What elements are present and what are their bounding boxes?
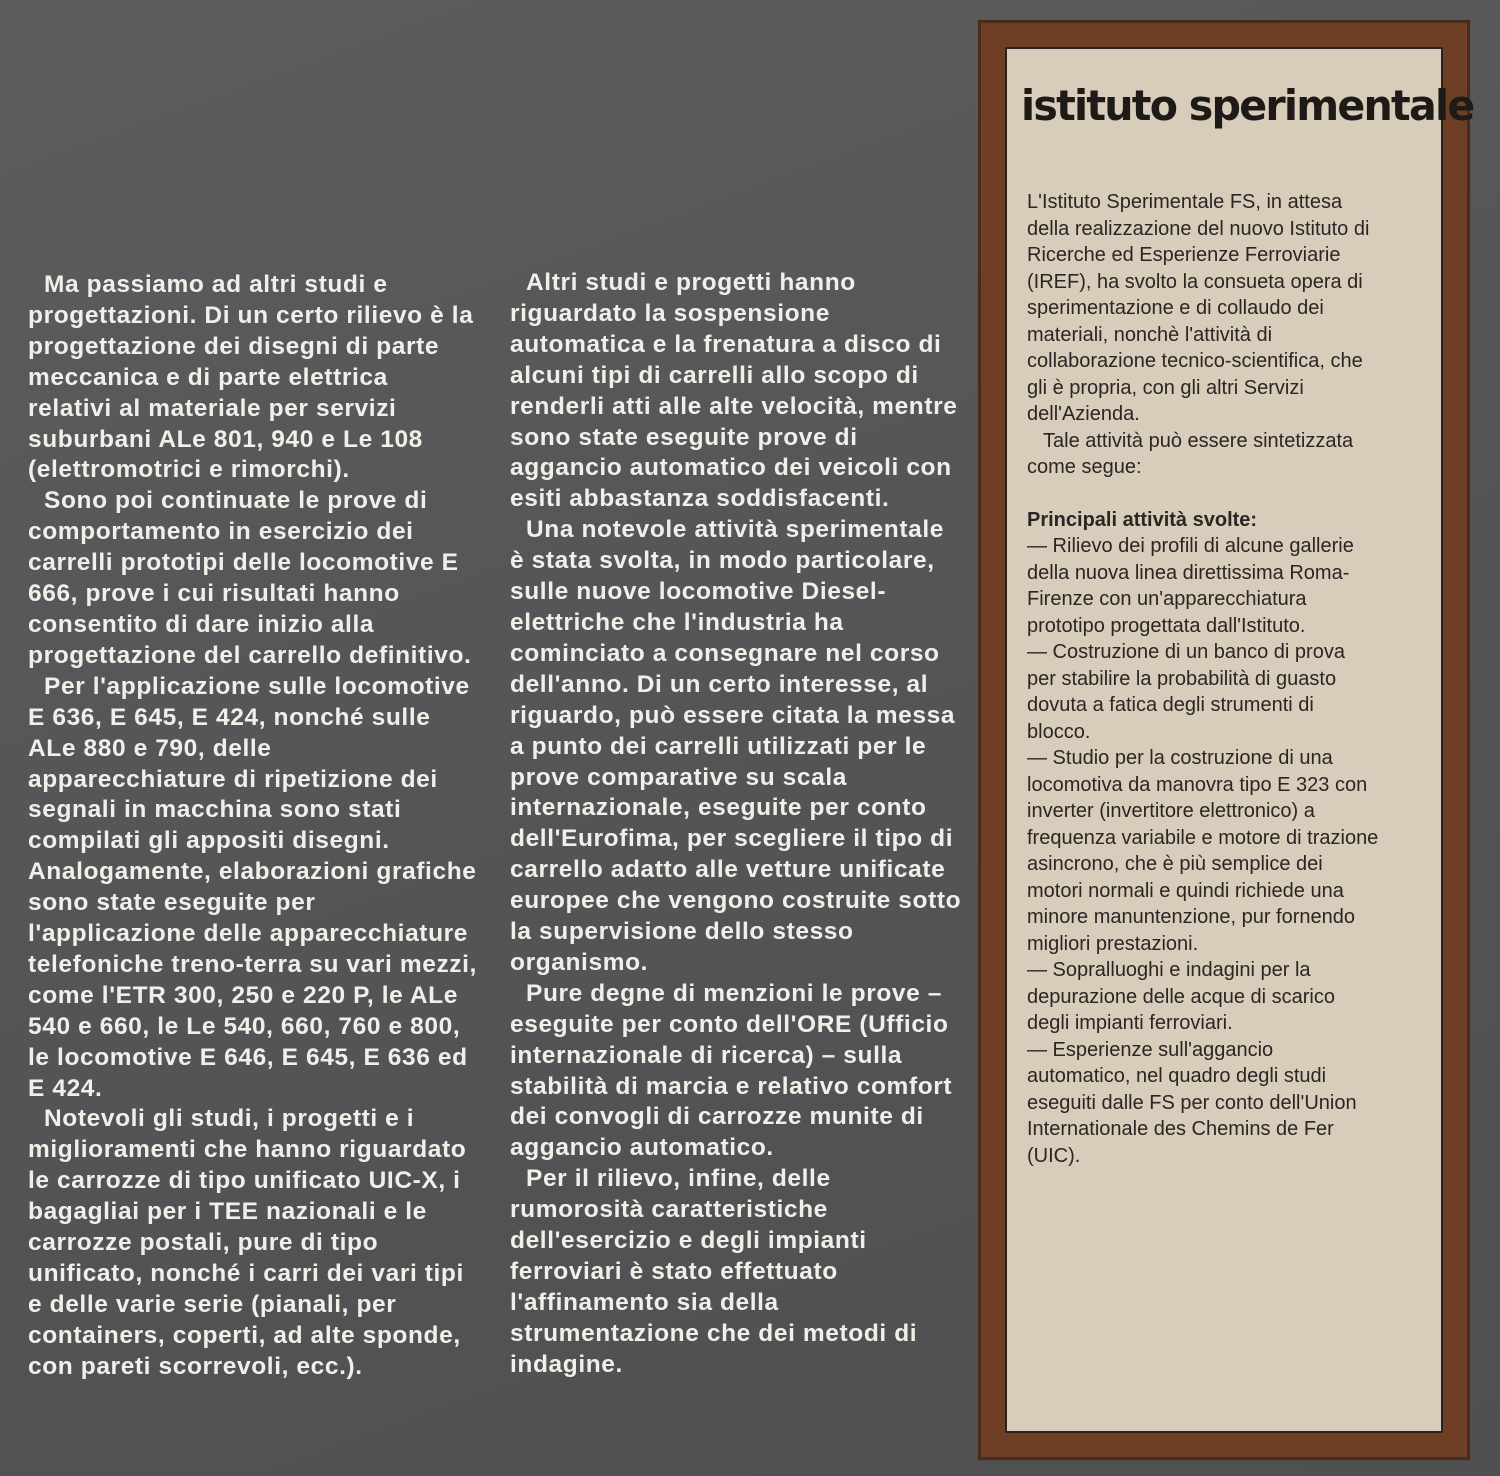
sidebar-activity-item: — Studio per la costruzione di una locomotiva da manovra tipo E 323 con inverter (invertitore elettronico) a frequenza variabile e motore di trazione asincrono, che è più semplice dei motori normali e quindi richiede una minore manuntenzione, pur fornendo migliori prestazioni. — [1027, 747, 1379, 955]
sidebar-frame — [978, 20, 1474, 1460]
sidebar-activity-item: — Sopralluoghi e indagini per la depurazione delle acque di scarico degli impianti ferroviari. — [1027, 959, 1335, 1034]
text-column-left — [28, 270, 498, 1383]
paragraph: Notevoli gli studi, i progetti e i miglioramenti che hanno riguardato le carrozze di tipo unificato UIC-X, i bagagliai per i TEE nazionali e le carrozze postali, pure di tipo unificato, nonché i carri dei vari tipi e delle varie serie (pianali, per containers, coperti, ad alte sponde, con pareti scorrevoli, ecc.). — [28, 1105, 467, 1380]
paragraph: Altri studi e progetti hanno riguardato la sospensione automatica e la frenatura a disco di alcuni tipi di carrelli allo scopo di renderli atti alle alte velocità, mentre sono state eseguite prove di aggancio automatico dei veicoli con esiti abbastanza soddisfacenti. — [510, 269, 958, 513]
sidebar-panel — [1005, 47, 1474, 1433]
sidebar-title: istituto sperimentale — [1021, 81, 1474, 130]
sidebar-activities-heading: Principali attività svolte: — [1027, 508, 1258, 531]
sidebar-text — [1027, 189, 1437, 1169]
sidebar-intro: L'Istituto Sperimentale FS, in attesa della realizzazione del nuovo Istituto di Ricerche ed Esperienze Ferroviarie (IREF), ha svolto la consueta opera di sperimentazione e di collaudo dei materiali, nonchè l'attività di collaborazione tecnico-scientifica, che gli è propria, con gli altri Servizi dell'Azienda. — [1027, 191, 1370, 425]
sidebar-activity-item: — Rilievo dei profili di alcune gallerie della nuova linea direttissima Roma- Firenze con un'apparecchiatura prototipo progettata dall'Istituto. — [1027, 535, 1354, 637]
sidebar-activity-item: — Costruzione di un banco di prova per stabilire la probabilità di guasto dovuta a fatica degli strumenti di blocco. — [1027, 641, 1345, 743]
paragraph: Pure degne di menzioni le prove – eseguite per conto dell'ORE (Ufficio internazionale di ricerca) – sulla stabilità di marcia e relativo comfort dei convogli di carrozze munite di aggancio automatico. — [510, 979, 953, 1162]
sidebar-summary: Tale attività può essere sintetizzata come segue: — [1027, 429, 1354, 478]
paragraph: Ma passiamo ad altri studi e progettazioni. Di un certo rilievo è la progettazione dei disegni di parte meccanica e di parte elettrica relativi al materiale per servizi suburbani ALe 801, 940 e Le 108 (elettromotrici e rimorchi). — [28, 271, 474, 484]
paragraph: Per il rilievo, infine, delle rumorosità caratteristiche dell'esercizio e degli impianti ferroviari è stato effettuato l'affinamento sia della strumentazione che dei metodi di indagine. — [510, 1165, 918, 1378]
paragraph: Per l'applicazione sulle locomotive E 636, E 645, E 424, nonché sulle ALe 880 e 790, delle apparecchiature di ripetizione dei segnali in macchina sono stati compilati gli appositi disegni. Analogamente, elaborazioni grafiche sono state eseguite per l'applicazione delle apparecchiature telefoniche treno-terra su vari mezzi, come l'ETR 300, 250 e 220 P, le ALe 540 e 660, le Le 540, 660, 760 e 800, le locomotive E 646, E 645, E 636 ed E 424. — [28, 672, 477, 1102]
paragraph: Sono poi continuate le prove di comportamento in esercizio dei carrelli prototipi delle locomotive E 666, prove i cui risultati hanno consentito di dare inizio alla progettazione del carrello definitivo. — [28, 487, 472, 669]
paragraph: Una notevole attività sperimentale è stata svolta, in modo particolare, sulle nuove locomotive Diesel- elettriche che l'industria ha cominciato a consegnare nel corso dell'anno. Di un certo interesse, al riguardo, può essere citata la messa a punto dei carrelli utilizzati per le prove comparative su scala internazionale, eseguite per conto dell'Eurofima, per scegliere il tipo di carrello adatto alle vetture unificate europee che vengono costruite sotto la supervisione dello stesso organismo. — [510, 516, 962, 976]
sidebar-activity-item: — Esperienze sull'aggancio automatico, nel quadro degli studi eseguiti dalle FS per conto dell'Union Internationale des Chemins de Fer (UIC). — [1027, 1038, 1357, 1167]
text-column-middle — [510, 268, 980, 1381]
